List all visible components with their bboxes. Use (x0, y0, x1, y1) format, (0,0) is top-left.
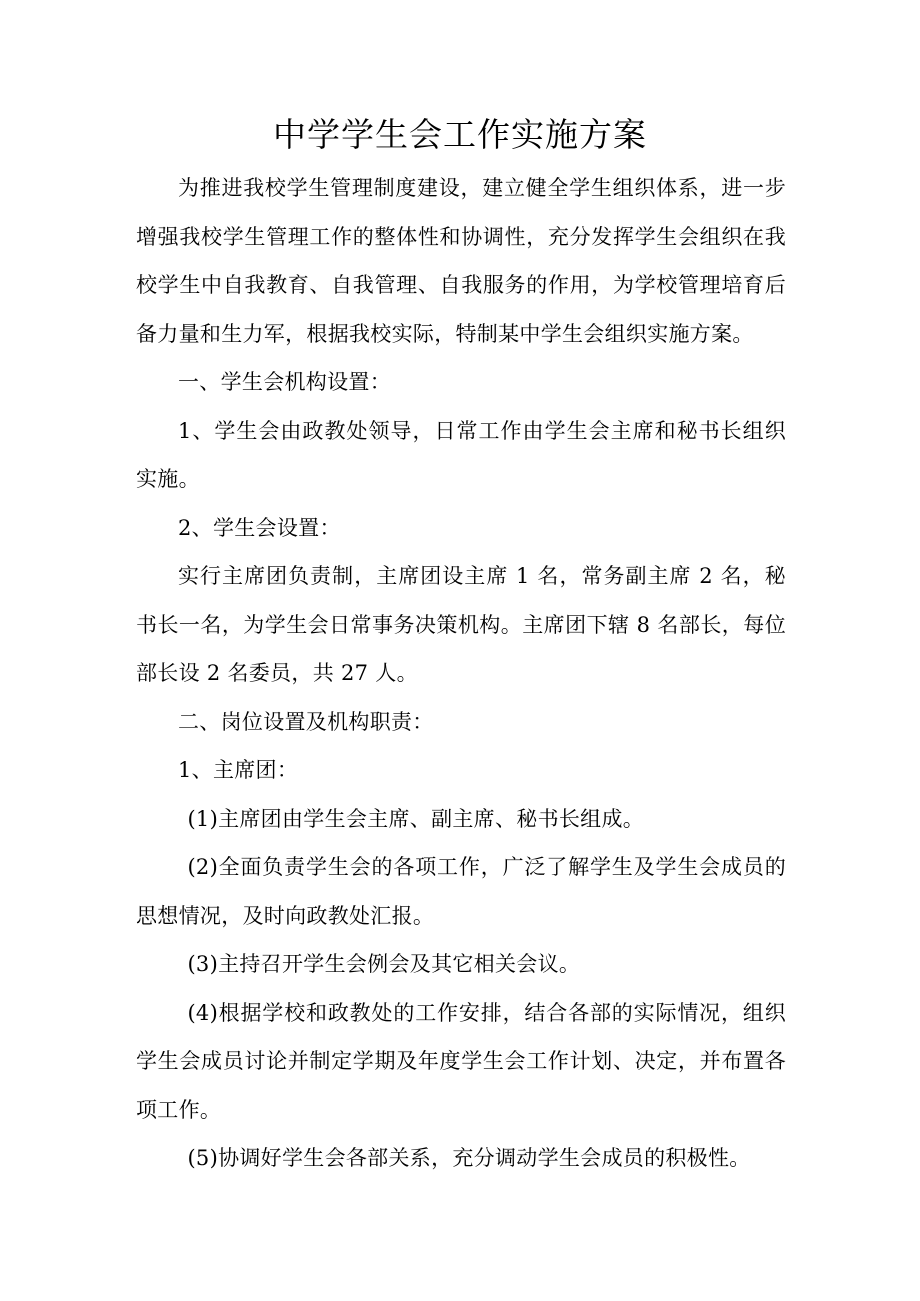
subheading-presidium: 1、主席团： (178, 758, 299, 782)
item-2: 2、学生会设置： (178, 515, 341, 540)
section-heading-2: 二、岗位设置及机构职责： (178, 709, 434, 734)
duty-item-1: (1)主席团由学生会主席、副主席、秘书长组成。 (187, 806, 645, 831)
intro-paragraph: 为推进我校学生管理制度建设，建立健全学生组织体系，进一步增强我校学生管理工作的整体性和协调性，充分发挥学生会组织在我校学生中自我教育、自我管理、自我服务的作用，为学校管理培育后备力量和生力军，根据我校实际，特制某中学生会组织实施方案。 (136, 176, 786, 346)
item-1: 1、学生会由政教处领导，日常工作由学生会主席和秘书长组织实施。 (136, 418, 786, 491)
document-body (136, 164, 786, 1183)
duty-item-3: (3)主持召开学生会例会及其它相关会议。 (187, 952, 581, 976)
duty-item-5: (5)协调好学生会各部关系，充分调动学生会成员的积极性。 (187, 1146, 751, 1170)
section-heading-1: 一、学生会机构设置： (178, 370, 391, 394)
duty-item-2: (2)全面负责学生会的各项工作，广泛了解学生及学生会成员的思想情况，及时向政教处汇报。 (136, 855, 786, 928)
duty-item-4: (4)根据学校和政教处的工作安排，结合各部的实际情况，组织学生会成员讨论并制定学期及年度学生会工作计划、决定，并布置各项工作。 (136, 1000, 786, 1122)
presidium-paragraph: 实行主席团负责制，主席团设主席 1 名，常务副主席 2 名，秘书长一名，为学生会日常事务决策机构。主席团下辖 8 名部长，每位部长设 2 名委员，共 27 人。 (136, 564, 786, 685)
document-title: 中学学生会工作实施方案 (273, 115, 647, 154)
